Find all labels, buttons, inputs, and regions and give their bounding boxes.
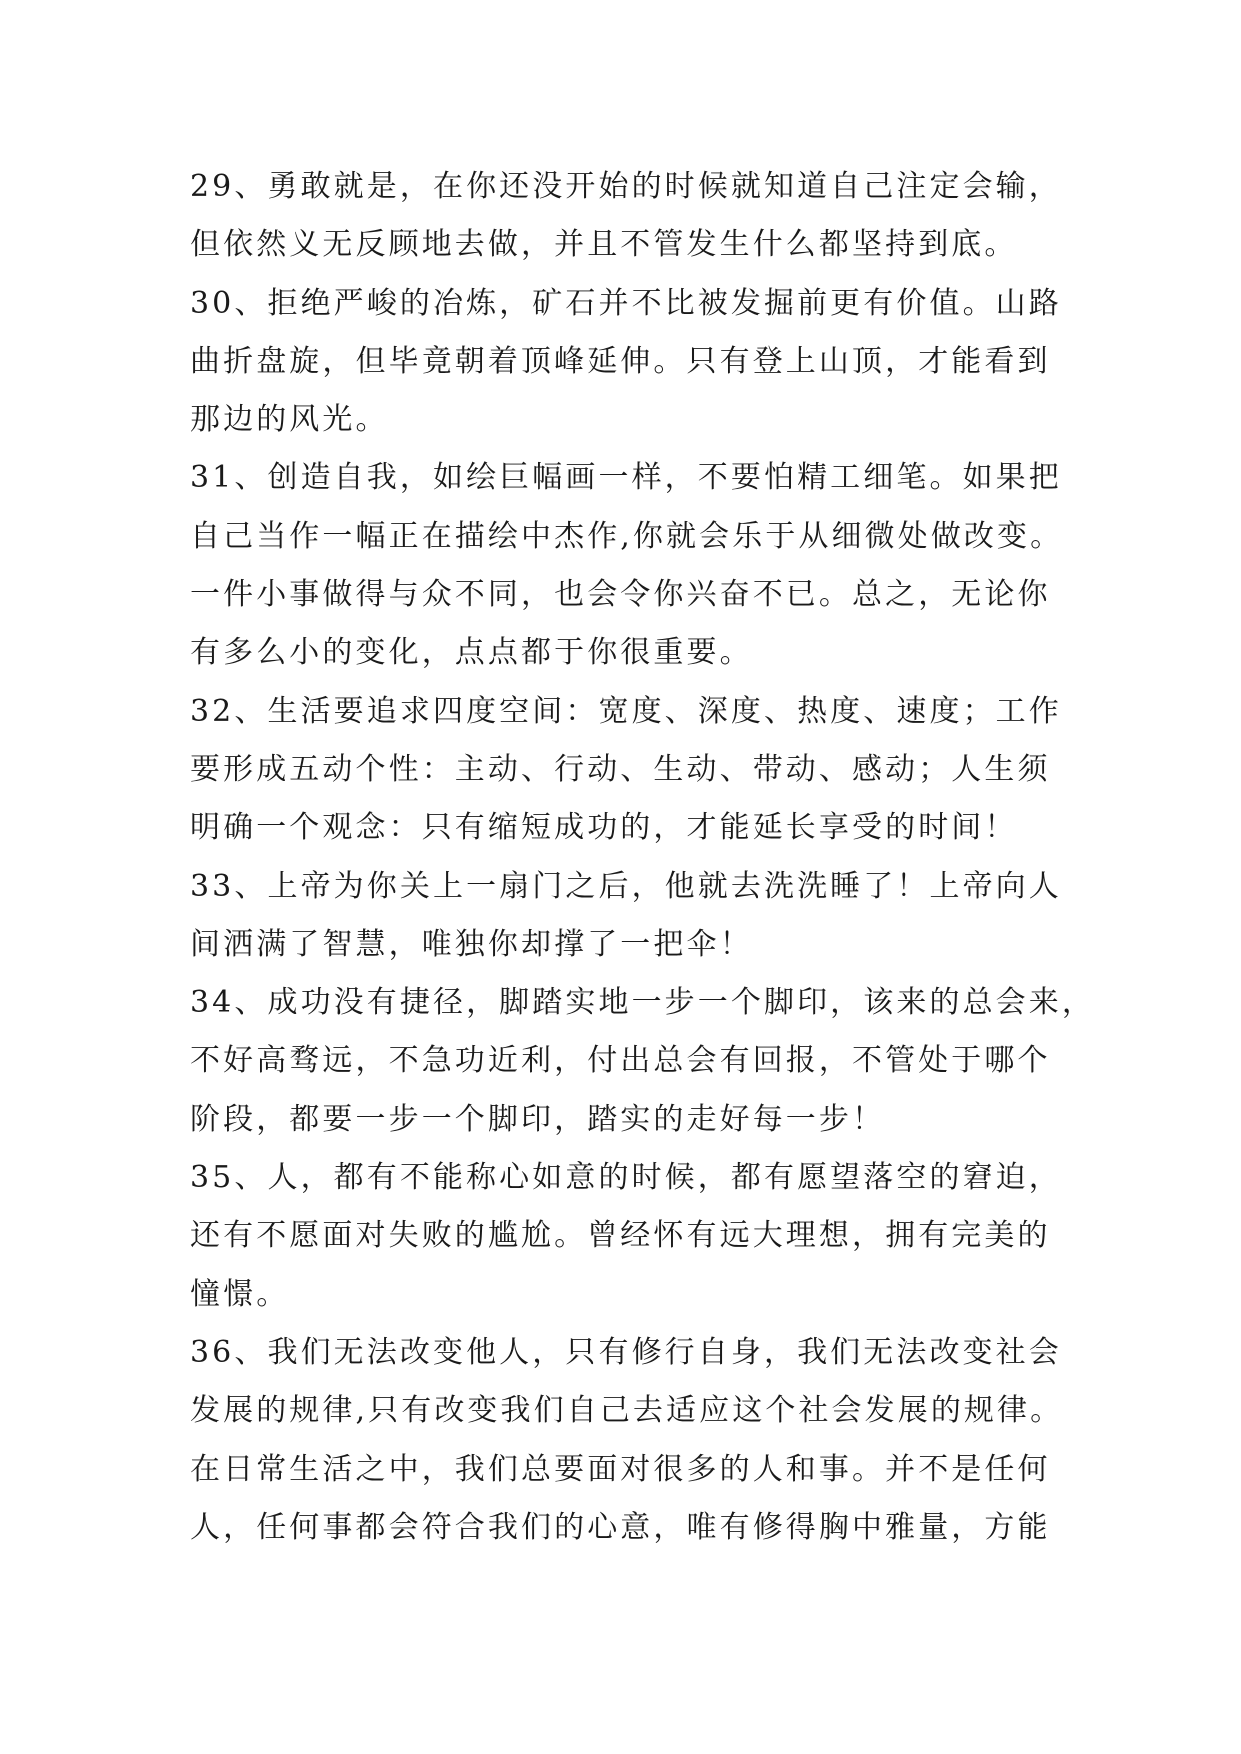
text-line: 明确一个观念：只有缩短成功的，才能延长享受的时间！ [190,810,1018,846]
text-line: 憧憬。 [190,1276,290,1312]
text-line: 人，任何事都会符合我们的心意，唯有修得胸中雅量，方能 [190,1509,1051,1545]
text-line: 36、我们无法改变他人，只有修行自身，我们无法改变社会 [190,1334,1062,1370]
text-line: 35、人，都有不能称心如意的时候，都有愿望落空的窘迫， [190,1160,1062,1196]
text-line: 34、成功没有捷径，脚踏实地一步一个脚印，该来的总会来， [190,985,1095,1021]
body-text [190,158,1095,1557]
text-line: 发展的规律,只有改变我们自己去适应这个社会发展的规律。 [190,1393,1064,1429]
text-line: 29、勇敢就是，在你还没开始的时候就知道自己注定会输， [190,169,1062,204]
text-line: 要形成五动个性：主动、行动、生动、带动、感动；人生须 [190,751,1051,787]
text-line: 30、拒绝严峻的冶炼，矿石并不比被发掘前更有价值。山路 [190,285,1062,321]
text-line: 阶段，都要一步一个脚印，踏实的走好每一步！ [190,1101,886,1137]
text-line: 间洒满了智慧，唯独你却撑了一把伞！ [190,926,753,962]
text-line: 自己当作一幅正在描绘中杰作,你就会乐于从细微处做改变。 [190,518,1064,554]
text-line: 31、创造自我，如绘巨幅画一样，不要怕精工细笔。如果把 [190,460,1062,496]
text-line: 有多么小的变化，点点都于你很重要。 [190,635,753,671]
text-line: 32、生活要追求四度空间：宽度、深度、热度、速度；工作 [190,693,1062,729]
text-line: 还有不愿面对失败的尴尬。曾经怀有远大理想，拥有完美的 [190,1218,1051,1254]
text-line: 一件小事做得与众不同，也会令你兴奋不已。总之，无论你 [190,577,1051,613]
text-line: 33、上帝为你关上一扇门之后，他就去洗洗睡了！上帝向人 [190,868,1062,904]
text-line: 曲折盘旋，但毕竟朝着顶峰延伸。只有登上山顶，才能看到 [190,343,1051,379]
text-line: 在日常生活之中，我们总要面对很多的人和事。并不是任何 [190,1451,1051,1487]
text-line: 那边的风光。 [190,402,389,438]
text-line: 但依然义无反顾地去做，并且不管发生什么都坚持到底。 [190,227,1018,263]
text-line: 不好高骛远，不急功近利，付出总会有回报，不管处于哪个 [190,1043,1051,1079]
